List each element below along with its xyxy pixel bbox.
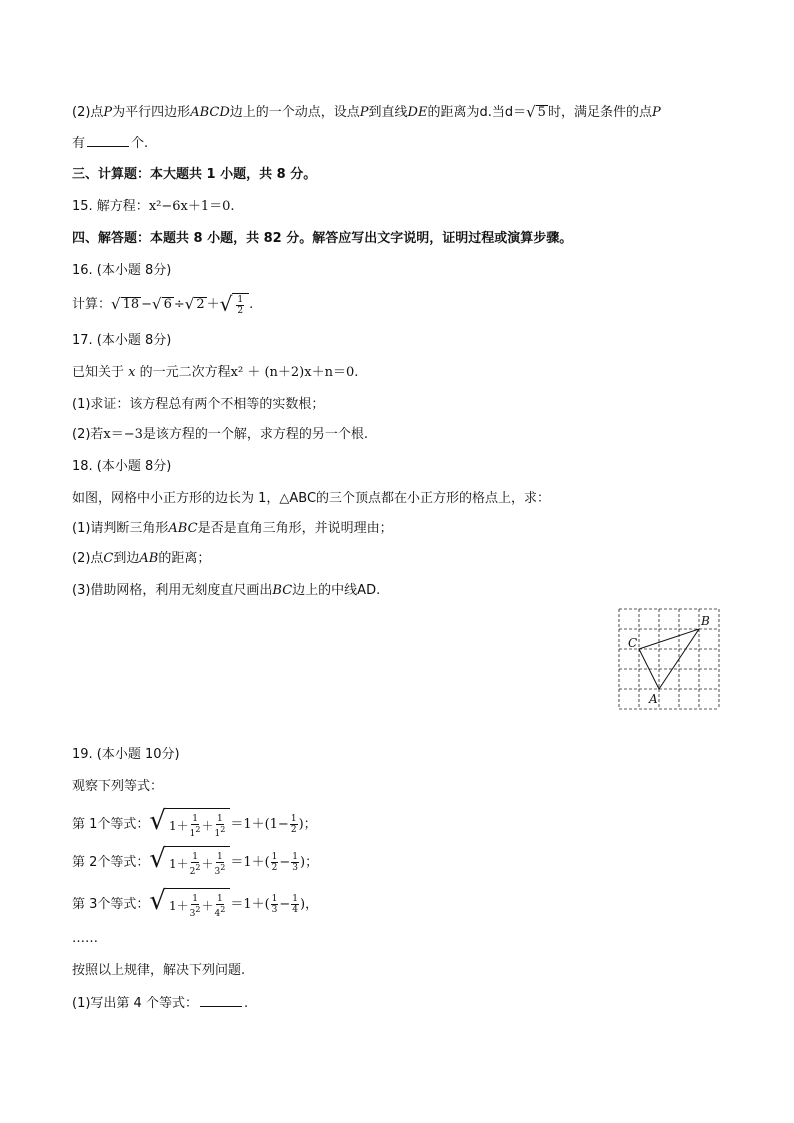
q19-equation-1: 第 1个等式： √ 1 ＋ $\frac{1}{1^2}$ ＋ $\frac{1}{1^2}$ ＝1＋(1− $\frac{1}{2}$ )； [72,808,317,841]
q18-heading: 18. (本小题 8分) [72,459,172,474]
q18-part1: (1)请判断三角形ABC是否是直角三角形，并说明理由； [72,521,393,536]
answer-blank [87,134,129,147]
q19-equation-2: 第 2个等式： √ 1 ＋ $\frac{1}{2^2}$ ＋ $\frac{1}{3^2}$ ＝1＋( $\frac{1}{2}$ − $\frac{1}{3}$ )； [72,846,318,879]
q17-part2: (2)若x＝−3是该方程的一个解，求方程的另一个根. [72,427,369,442]
q14-part2-line1: (2)点P为平行四边形ABCD边上的一个动点，设点P到直线DE的距离为d.当d＝ √ 5 时，满足条件的点P [72,103,661,121]
q17-part1: (1)求证：该方程总有两个不相等的实数根； [72,397,325,412]
label-a: A [649,692,658,706]
sqrt-5: √ 5 [526,103,546,121]
section-3-heading: 三、计算题：本大题共 1 小题，共 8 分。 [72,167,317,182]
sqrt-6: √ 6 [152,295,172,313]
q19-ellipsis: …… [72,931,98,946]
answer-blank [200,994,242,1007]
q19-equation-3: 第 3个等式： √ 1 ＋ $\frac{1}{3^2}$ ＋ $\frac{1}{4^2}$ ＝1＋( $\frac{1}{3}$ − $\frac{1}{4}$ )， [72,888,318,921]
q18-stem: 如图，网格中小正方形的边长为 1，△ABC的三个顶点都在小正方形的格点上，求： [72,491,551,506]
q17-stem: 已知关于 x 的一元二次方程x² ＋ (n＋2)x＋n＝0. [72,365,359,380]
q18-part3: (3)借助网格，利用无刻度直尺画出BC边上的中线AD. [72,583,381,598]
q16-expression: 计算： √ 18 − √ 6 ÷ √ 2 ＋ √ $\frac{1}{2}$ . [72,292,254,316]
sqrt-18: √ 18 [111,295,140,313]
q14-part2-line2: 有 个. [72,136,149,151]
q18-part2: (2)点C到边AB的距离； [72,551,211,566]
section-4-heading: 四、解答题：本题共 8 小题，共 82 分。解答应写出文字说明，证明过程或演算步骤。 [72,231,573,246]
grid-triangle-figure [617,607,723,711]
q19-intro: 观察下列等式： [72,779,164,794]
triangle-abc [639,629,699,689]
q19-part1: (1)写出第 4 个等式： . [72,996,249,1011]
q19-heading: 19. (本小题 10分) [72,747,180,762]
label-c: C [628,636,638,650]
sqrt-half: √ $\frac{1}{2}$ [220,293,249,316]
label-b: B [701,614,710,628]
q19-rule: 按照以上规律，解决下列问题. [72,963,246,978]
q15: 15. 解方程：x²−6x＋1＝0. [72,199,235,214]
q17-heading: 17. (本小题 8分) [72,333,172,348]
q16-heading: 16. (本小题 8分) [72,263,172,278]
sqrt-2: √ 2 [184,295,205,313]
